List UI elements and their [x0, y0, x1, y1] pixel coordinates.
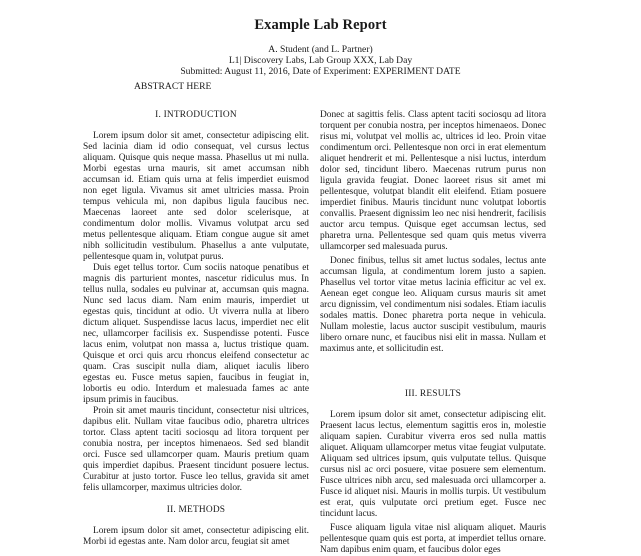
intro-paragraph-1: Lorem ipsum dolor sit amet, consectetur adipiscing elit. Sed lacinia diam id odio consequat, vel cursus lectus aliquam. Quisque quis neque massa. Phasellus ut mi nulla. Morbi egestas urna mauris, sit amet accumsan nibh accumsan id. Etiam quis urna at felis imperdiet euismod non eget ligula. Vivamus sit amet ultricies massa. Proin tempus vehicula mi, non dapibus ligula faucibus nec. Maecenas laoreet ante sed dolor scelerisque, at condimentum dolor mollis. Vivamus volutpat arcu sed metus pellentesque aliquam. Etiam congue augue sit amet nibh sollicitudin vestibulum. Phasellus a ante vulputate, pellentesque quam in, volutpat purus.	[83, 131, 309, 262]
left-column	[83, 110, 309, 494]
affiliation-line: L1| Discovery Labs, Lab Group XXX, Lab Day	[228, 55, 413, 66]
intro-paragraph-3: Proin sit amet mauris tincidunt, consectetur nisi ultrices, dapibus elit. Nullam vitae faucibus odio, pharetra ultrices tortor. Class aptent taciti sociosqu ad litora torquent per conubia nostra, per inceptos himenaeos. Sed sed blandit orci. Fusce sed ullamcorper quam. Mauris pretium quam quis imperdiet dapibus. Praesent tincidunt posuere lectus. Curabitur at justo tortor. Fusce leo tellus, gravida sit amet felis ullamcorper, maximus ultricies dolor.	[83, 406, 309, 493]
intro-paragraph-2: Duis eget tellus tortor. Cum sociis natoque penatibus et magnis dis parturient montes, nascetur ridiculus mus. In tellus nulla, sodales eu pulvinar at, accumsan quis magna. Nunc sed lacus diam. Nam enim mauris, imperdiet ut egestas quis, tincidunt at odio. Ut viverra nulla at libero dictum aliquet. Suspendisse lacus lacus, imperdiet nec elit nec, ullamcorper facilisis ex. Suspendisse potenti. Fusce lacus enim, volutpat non massa a, luctus tristique quam. Quisque et orci quis arcu rhoncus eleifend consectetur ac quam. Cras suscipit nulla diam, aliquet iaculis libero egestas eu. Fusce metus sapien, faucibus in feugiat in, lobortis eu odio. Interdum et malesuada fames ac ante ipsum primis in faucibus.	[83, 263, 309, 405]
results-section	[320, 389, 546, 556]
author-names: A. Student (and L. Partner)	[268, 44, 373, 55]
section-heading-methods: II. METHODS	[166, 505, 226, 515]
section-heading-introduction: I. INTRODUCTION	[155, 110, 237, 120]
right-column	[320, 110, 546, 355]
abstract-text: ABSTRACT HERE	[134, 81, 212, 92]
results-paragraph-1: Lorem ipsum dolor sit amet, consectetur adipiscing elit. Praesent lacus lectus, elementum sagittis eros in, molestie aliquam sapien. Curabitur viverra eros sed nulla mattis aliquet. Aliquam ullamcorper metus vitae feugiat vulputate. Aliquam sed ultrices ipsum, quis vulputate tellus. Quisque cursus nisl ac orci posuere, vitae posuere sem elementum. Fusce ultrices nibh arcu, sed malesuada orci ullamcorper a. Fusce id aliquet nisi. Mauris in mollis turpis. Ut vestibulum est erat, quis vulputate orci pretium eget. Fusce nec tincidunt lacus.	[320, 410, 546, 519]
right-paragraph-2: Donec finibus, tellus sit amet luctus sodales, lectus ante accumsan ligula, at condimentum lorem justo a sapien. Phasellus vel tortor vitae metus lacinia efficitur ac vel ex. Aenean eget congue leo. Aliquam cursus mauris sit amet arcu dignissim, vel condimentum nisi sodales. Etiam iaculis sodales mattis. Donec pharetra porta neque in vehicula. Nullam molestie, lacus auctor suscipit vestibulum, mauris libero ornare nunc, et faucibus nisi elit in massa. Nullam et maximus ante, et sollicitudin est.	[320, 256, 546, 354]
author-block	[0, 44, 641, 77]
submission-line: Submitted: August 11, 2016, Date of Experiment: EXPERIMENT DATE	[180, 66, 461, 77]
results-paragraph-2: Fusce aliquam ligula vitae nisl aliquam aliquet. Mauris pellentesque quam quis est porta, at imperdiet tellus ornare. Nam dapibus enim quam, et faucibus dolor eges	[320, 523, 546, 555]
right-paragraph-1: Donec at sagittis felis. Class aptent taciti sociosqu ad litora torquent per conubia nostra, per inceptos himenaeos. Donec risus mi, volutpat vel mollis ac, ultrices id leo. Proin vitae condimentum orci. Pellentesque non orci in erat elementum aliquet hendrerit et mi. Pellentesque a nisi luctus, interdum dolor sed, tincidunt libero. Maecenas rutrum purus non ligula gravida feugiat. Donec laoreet risus sit amet mi pellentesque, volutpat blandit elit eleifend. Etiam posuere imperdiet finibus. Mauris tincidunt nunc volutpat lobortis convallis. Praesent dignissim leo nec nisi hendrerit, facilisis auctor arcu tempus. Quisque eget accumsan lectus, sed pharetra urna. Pellentesque sed quam quis metus viverra ullamcorper sed malesuada purus.	[320, 110, 546, 252]
methods-section	[83, 505, 309, 548]
section-heading-results: III. RESULTS	[404, 389, 462, 399]
methods-paragraph-1: Lorem ipsum dolor sit amet, consectetur adipiscing elit. Morbi id egestas ante. Nam dolor arcu, feugiat sit amet	[83, 526, 309, 547]
report-title: Example Lab Report	[254, 17, 387, 33]
